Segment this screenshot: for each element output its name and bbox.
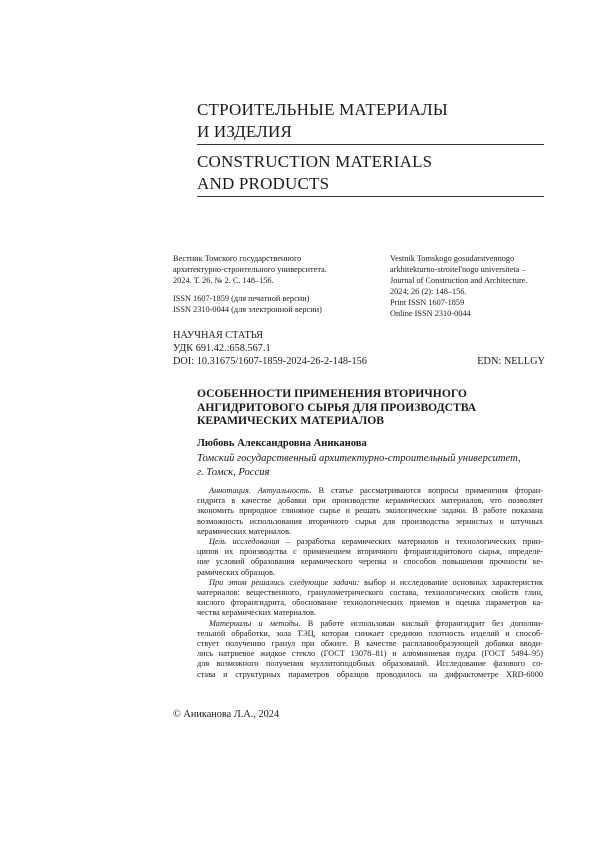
journal-citation: 2024; 26 (2): 148–156. bbox=[390, 287, 467, 296]
abstract-line: Аннотация. Актуальность. В статье рассматриваются вопросы применения фторан- bbox=[209, 486, 543, 495]
section-divider bbox=[197, 196, 544, 197]
article-title-line: АНГИДРИТОВОГО СЫРЬЯ ДЛЯ ПРОИЗВОДСТВА bbox=[197, 400, 477, 414]
article-type: НАУЧНАЯ СТАТЬЯ bbox=[173, 330, 263, 341]
journal-name-line: Journal of Construction and Architecture. bbox=[390, 276, 528, 285]
abstract-line: гидрита в качестве добавки при производстве керамических материалов, что позволяет bbox=[197, 496, 543, 506]
abstract-line: тельной обработки, зола ТЭЦ, которая снижает среднюю плотность изделий и способ- bbox=[197, 628, 543, 638]
article-title bbox=[197, 387, 537, 428]
journal-name-line: Vestnik Tomskogo gosudarstvennogo bbox=[390, 254, 515, 263]
article-title-line: ОСОБЕННОСТИ ПРИМЕНЕНИЯ ВТОРИЧНОГО bbox=[197, 387, 467, 400]
section-divider bbox=[197, 144, 544, 145]
journal-name-line: архитектурно-строительного университета. bbox=[173, 265, 327, 274]
udk: УДК 691.42.:658.567.1 bbox=[173, 343, 271, 354]
abstract-line: чества керамических материалов. bbox=[197, 608, 316, 618]
abstract-line: материалов: вещественного, гранулометрического состава, технологических свойств глин, bbox=[197, 588, 543, 598]
journal-name-line: arkhitekturno-stroitel'nogo universiteta – bbox=[390, 265, 526, 274]
issn-print: ISSN 1607-1859 (для печатной версии) bbox=[173, 294, 310, 303]
abstract-label: Аннотация. bbox=[209, 486, 251, 495]
journal-citation: 2024. Т. 26. № 2. С. 148–156. bbox=[173, 276, 274, 285]
abstract-line: Материалы и методы. В работе использован кислый фторангидрит без дополни- bbox=[209, 618, 543, 628]
abstract-line: рамических образцов. bbox=[197, 567, 276, 577]
abstract-line: кислого фторангидрита, обоснование технологических приемов и оценка параметров ка- bbox=[197, 598, 543, 608]
section-title-ru bbox=[197, 99, 448, 143]
copyright-notice: © Аниканова Л.А., 2024 bbox=[173, 709, 280, 720]
abstract-line: керамических материалов. bbox=[197, 526, 292, 536]
author-affiliation bbox=[197, 452, 542, 479]
abstract-line: для возможного получения муллитоподобных образований. Исследование фазового со- bbox=[197, 659, 543, 669]
abstract-line: ствует получению гранул при обжиге. В качестве расплавообразующей добавки вводи- bbox=[197, 639, 543, 649]
abstract-line: лись натриевое жидкое стекло (ГОСТ 13078–81) и алюминиевая пудра (ГОСТ 5494–95) bbox=[197, 649, 543, 659]
abstract bbox=[197, 486, 543, 680]
relevance-label: Актуальность. bbox=[257, 486, 312, 495]
section-title-en-line: AND PRODUCTS bbox=[197, 174, 330, 193]
edn: EDN: NELLGY bbox=[477, 356, 545, 367]
issn-print: Print ISSN 1607-1859 bbox=[390, 298, 465, 307]
affiliation-line: г. Томск, Россия bbox=[197, 466, 270, 478]
abstract-line: ние условий образования керамического черепка и способов повышения прочности ке- bbox=[197, 557, 543, 567]
abstract-line: ципов их производства с применением вторичного фторангидритового сырья, определе- bbox=[197, 547, 543, 557]
section-title-en bbox=[197, 151, 432, 195]
issn-online: Online ISSN 2310-0044 bbox=[390, 309, 471, 318]
tasks-label: При этом решались следующие задачи: bbox=[209, 577, 360, 587]
abstract-line: става и структурных параметров образцов проводилось на дифрактометре XRD-6000 bbox=[197, 669, 543, 679]
issn-online: ISSN 2310-0044 (для электронной версии) bbox=[173, 305, 322, 314]
abstract-line: возможность использования вторичного сырья для производства зернистых и штучных bbox=[197, 516, 543, 526]
journal-name-line: Вестник Томского государственного bbox=[173, 254, 302, 263]
journal-info-en bbox=[390, 253, 528, 319]
abstract-line: Цель исследования – разработка керамических материалов и технологических прин- bbox=[209, 537, 543, 547]
article-title-line: КЕРАМИЧЕСКИХ МАТЕРИАЛОВ bbox=[197, 414, 385, 427]
methods-label: Материалы и методы. bbox=[209, 618, 301, 628]
section-title-ru-line: И ИЗДЕЛИЯ bbox=[197, 122, 292, 141]
purpose-label: Цель исследования bbox=[209, 537, 280, 547]
section-title-en-line: CONSTRUCTION MATERIALS bbox=[197, 152, 433, 171]
doi-link[interactable]: DOI: 10.31675/1607-1859-2024-26-2-148-156 bbox=[173, 356, 367, 367]
abstract-line: При этом решались следующие задачи: выбор и исследование основных характеристик bbox=[209, 577, 543, 587]
author-name: Любовь Александровна Аниканова bbox=[197, 438, 367, 449]
affiliation-line: Томский государственный архитектурно-строительный университет, bbox=[197, 453, 521, 464]
journal-info-ru bbox=[173, 253, 327, 315]
article-meta bbox=[173, 329, 545, 368]
abstract-line: экономить природное глиняное сырье и решать экологические задачи. В работе показана bbox=[197, 506, 543, 516]
section-title-ru-line: СТРОИТЕЛЬНЫЕ МАТЕРИАЛЫ bbox=[197, 100, 448, 119]
